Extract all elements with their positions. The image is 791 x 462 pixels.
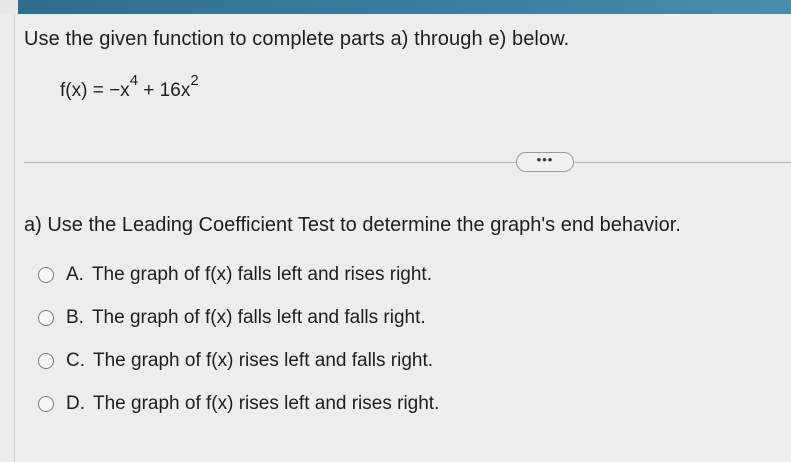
option-d[interactable] <box>38 390 439 418</box>
section-divider <box>24 162 791 163</box>
function-middle: + 16x <box>138 80 191 101</box>
option-letter: D. <box>66 393 85 414</box>
option-c[interactable] <box>38 347 433 375</box>
option-letter: A. <box>66 264 84 285</box>
top-bar <box>0 0 791 14</box>
option-letter: C. <box>66 350 85 371</box>
radio-button-c[interactable] <box>38 353 54 369</box>
function-lhs: f(x) = −x <box>60 80 130 101</box>
option-text: The graph of f(x) falls left and rises right. <box>91 264 432 285</box>
radio-button-a[interactable] <box>38 267 54 283</box>
function-expression <box>60 71 199 102</box>
top-bar-corner <box>0 0 18 14</box>
radio-button-b[interactable] <box>38 310 54 326</box>
option-a[interactable] <box>38 261 432 289</box>
option-text: The graph of f(x) rises left and rises right. <box>93 393 440 414</box>
function-exponent-4: 4 <box>129 71 139 89</box>
instruction-text: Use the given function to complete parts a) through e) below. <box>24 28 570 50</box>
function-exponent-2: 2 <box>190 71 199 89</box>
option-text: The graph of f(x) rises left and falls right. <box>93 350 434 371</box>
option-letter: B. <box>66 307 84 328</box>
radio-button-d[interactable] <box>38 396 54 412</box>
expand-more-button[interactable]: ••• <box>516 152 574 172</box>
option-text: The graph of f(x) falls left and falls right. <box>91 307 426 328</box>
part-a-question: a) Use the Leading Coefficient Test to determine the graph's end behavior. <box>24 214 681 236</box>
option-b[interactable] <box>38 304 426 332</box>
